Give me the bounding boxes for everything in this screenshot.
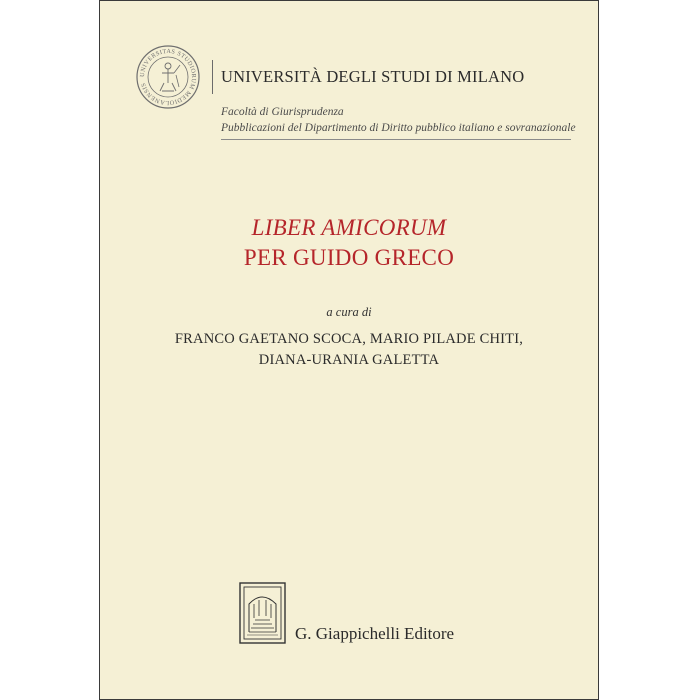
- university-seal-icon: [136, 45, 200, 109]
- title-line-2: PER GUIDO GRECO: [243, 245, 455, 270]
- seal-text: UNIVERSITAS STUDIORUM MEDIOLANENSIS: [138, 47, 198, 107]
- header-horizontal-divider: [221, 139, 571, 140]
- series-name: Pubblicazioni del Dipartimento di Diritto pubblico italiano e sovranazionale: [221, 122, 576, 134]
- university-name: UNIVERSITÀ DEGLI STUDI DI MILANO: [221, 67, 525, 86]
- book-cover: [99, 0, 599, 700]
- editors-line-1: FRANCO GAETANO SCOCA, MARIO PILADE CHITI,: [174, 331, 524, 347]
- faculty-name: Facoltà di Giurisprudenza: [221, 106, 344, 118]
- editors-intro: a cura di: [326, 305, 372, 319]
- publisher-name: G. Giappichelli Editore: [295, 624, 455, 643]
- header-subtitle: [221, 104, 576, 136]
- header-vertical-divider: [212, 60, 213, 94]
- publisher-logo-icon: [239, 582, 286, 644]
- editors-line-2: DIANA-URANIA GALETTA: [258, 352, 440, 368]
- title-line-1: LIBER AMICORUM: [251, 215, 447, 240]
